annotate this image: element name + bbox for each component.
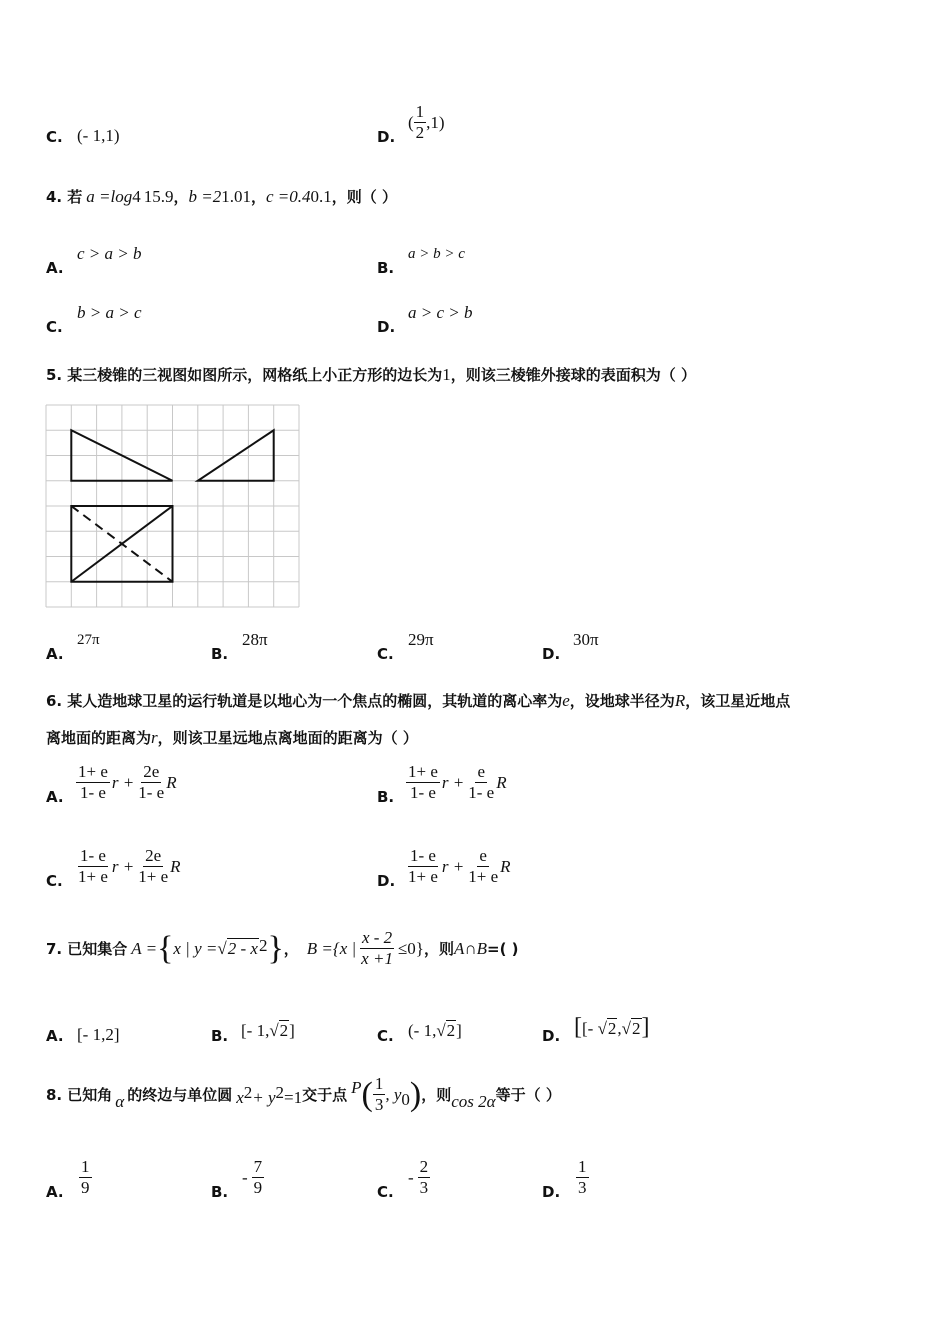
q5-option-b-label: B. (211, 645, 229, 663)
q8-option-d-label: D. (542, 1183, 561, 1201)
q7-option-d-label: D. (542, 1027, 561, 1045)
q8-option-a-value: $\frac{1}{9}$ (81, 1157, 90, 1197)
q6-option-b-label: B. (377, 788, 395, 806)
q6-option-b-value: $\frac{1+ e}{1- e}$ r + $\frac{e}{1- e}$ R (408, 762, 507, 802)
q7-option-d-value: [[- √2,√2] (574, 1014, 650, 1040)
q4-option-c-value: b > a > c (77, 303, 142, 322)
q7-option-b-value: [- 1,√2] (241, 1021, 295, 1040)
q7-option-c-label: C. (377, 1027, 394, 1045)
q8-option-a-label: A. (46, 1183, 64, 1201)
q5-option-c-value: 29π (408, 630, 434, 649)
q7-option-b-label: B. (211, 1027, 229, 1045)
q4-option-a-value: c > a > b (77, 244, 142, 263)
three-view-figure (45, 404, 301, 608)
q3-option-c-label: C. (46, 128, 63, 146)
q5-stem: 5. 某三棱锥的三视图如图所示，网格纸上小正方形的边长为1，则该三棱锥外接球的表面积为（ ） (46, 365, 696, 384)
q4-option-d-label: D. (377, 318, 396, 336)
q8-option-c-value: - $\frac{2}{3}$ (408, 1157, 429, 1197)
q6-option-a-label: A. (46, 788, 64, 806)
q6-option-c-label: C. (46, 872, 63, 890)
q5-option-a-label: A. (46, 645, 64, 663)
q3-option-d-label: D. (377, 128, 396, 146)
q4-stem: 4. 若 a =log 4 15.9 ， b =2 1.01 ， c =0.4 0.1 ，则（ ） (46, 187, 397, 206)
q5-option-c-label: C. (377, 645, 394, 663)
q6-stem-line2: 离地面的距离为r，则该卫星远地点离地面的距离为（ ） (46, 728, 418, 747)
q4-option-c-label: C. (46, 318, 63, 336)
q8-option-d-value: $\frac{1}{3}$ (578, 1157, 587, 1197)
q7-option-a-label: A. (46, 1027, 64, 1045)
q5-option-d-value: 30π (573, 630, 599, 649)
q4-option-d-value: a > c > b (408, 303, 473, 322)
q6-option-d-label: D. (377, 872, 396, 890)
q8-option-c-label: C. (377, 1183, 394, 1201)
q4-option-b-value: a > b > c (408, 246, 465, 262)
q4-option-a-label: A. (46, 259, 64, 277)
q5-option-d-label: D. (542, 645, 561, 663)
q8-option-b-label: B. (211, 1183, 229, 1201)
q7-option-c-value: (- 1,√2] (408, 1021, 462, 1040)
q4-option-b-label: B. (377, 259, 395, 277)
q5-option-a-value: 27π (77, 632, 100, 648)
q8-stem: 8. 已知角 α 的终边与单位圆 x 2 + y 2 =1 交于点 P ( $\frac{1}{3}$ , y 0 ) ，则 cos 2α 等于（ ） (46, 1074, 561, 1114)
q6-option-d-value: $\frac{1- e}{1+ e}$ r + $\frac{e}{1+ e}$ R (408, 846, 511, 886)
q3-option-c-value: (- 1,1) (77, 126, 120, 145)
q3-option-d-value: ( $\frac{1}{2}$ ,1) (408, 102, 445, 142)
q5-option-b-value: 28π (242, 630, 268, 649)
q6-option-c-value: $\frac{1- e}{1+ e}$ r + $\frac{2e}{1+ e}$ R (78, 846, 181, 886)
q8-option-b-value: - $\frac{7}{9}$ (242, 1157, 263, 1197)
q7-stem: 7. 已知集合 A = { x | y = √ 2 - x 2 } ， B ={x | $\frac{x - 2}{x +1}$ ≤0} ，则 A∩B =( ) (46, 928, 519, 968)
q6-stem-line1: 6. 某人造地球卫星的运行轨道是以地心为一个焦点的椭圆，其轨道的离心率为e，设地球半径为R，该卫星近地点 (46, 691, 791, 710)
q7-option-a-value: [- 1,2] (77, 1025, 120, 1044)
q6-option-a-value: $\frac{1+ e}{1- e}$ r + $\frac{2e}{1- e}$ R (78, 762, 177, 802)
